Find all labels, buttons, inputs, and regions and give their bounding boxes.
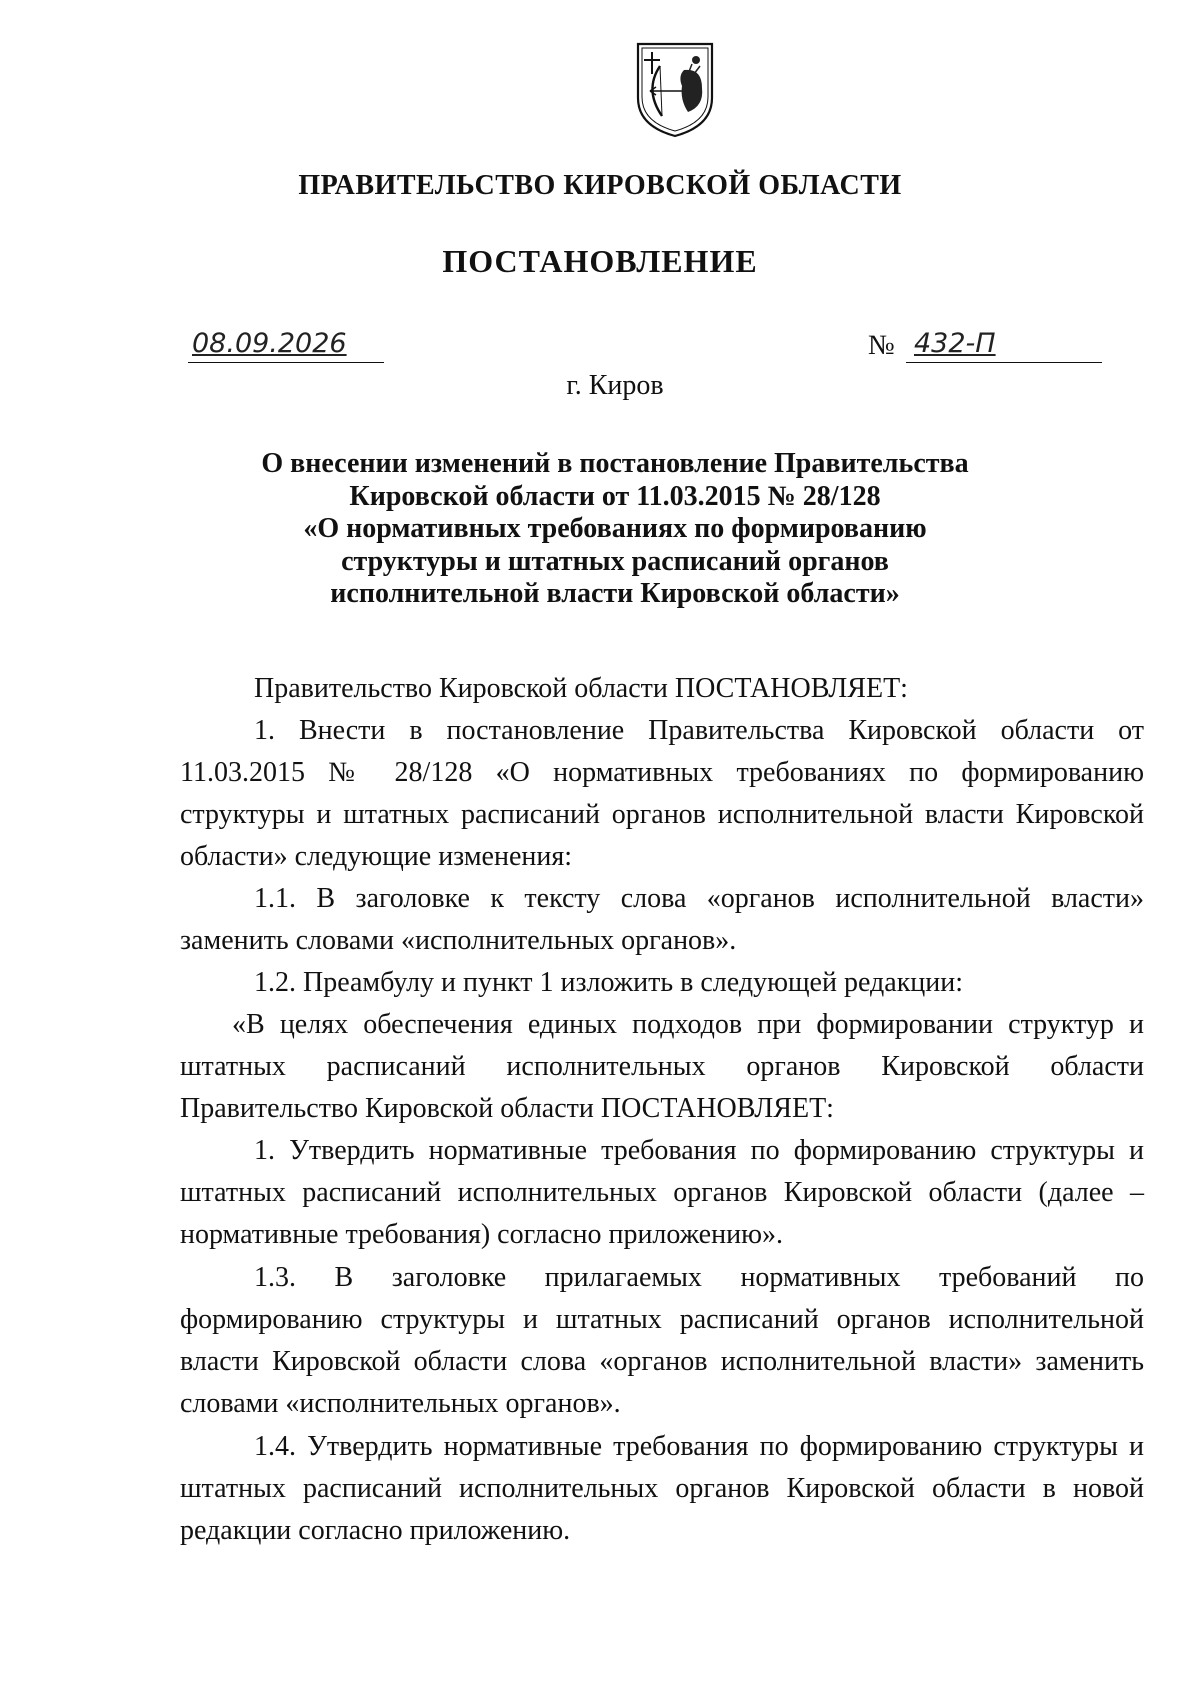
heading-line: Кировской области от 11.03.2015 № 28/128 [349, 480, 881, 512]
paragraph-item-1: 1. Внести в постановление Правительства Кировской области от 11.03.2015 № 28/128 «О нормативных требованиях по формированию структуры и штатных расписаний органов исполнительной власти Кировской области» следующие изменения: [180, 715, 1144, 872]
document-type-title: ПОСТАНОВЛЕНИЕ [442, 243, 758, 279]
paragraph-item-1-2: 1.2. Преамбулу и пункт 1 изложить в следующей редакции: [254, 967, 964, 998]
heading-line: О внесении изменений в постановление Правительства [261, 448, 969, 479]
document-date: 08.09.2026 [192, 328, 347, 359]
organization-title: ПРАВИТЕЛЬСТВО КИРОВСКОЙ ОБЛАСТИ [298, 170, 902, 201]
document-body [180, 668, 1144, 1552]
city-name: г. Киров [566, 370, 664, 401]
paragraph-preamble: Правительство Кировской области ПОСТАНОВЛЯЕТ: [254, 673, 908, 704]
heading-line: «О нормативных требованиях по формированию [303, 513, 927, 544]
paragraph-item-1-1: 1.1. В заголовке к тексту слова «органов исполнительной власти» заменить словами «исполнительных органов». [180, 883, 1144, 956]
kirov-coat-of-arms-icon [632, 40, 718, 140]
paragraph-item-1-3: 1.3. В заголовке прилагаемых нормативных требований по формированию структуры и штатных расписаний органов исполнительной власти Кировской области слова «органов исполнительной власти» заменить словами «исполнительных органов». [180, 1262, 1144, 1419]
heading-line: исполнительной власти Кировской области» [330, 578, 900, 609]
paragraph-quoted-item-1: 1. Утвердить нормативные требования по формированию структуры и штатных расписаний исполнительных органов Кировской области (далее – нормативные требования) согласно приложению». [180, 1135, 1144, 1250]
document-heading [0, 448, 1200, 611]
document-number-field [906, 328, 1102, 363]
paragraph-item-1-4: 1.4. Утвердить нормативные требования по формированию структуры и штатных расписаний исполнительных органов Кировской области в новой редакции согласно приложению. [180, 1431, 1144, 1546]
document-date-field [188, 328, 384, 363]
document-number: 432-П [914, 328, 996, 359]
paragraph-quoted-preamble: «В целях обеспечения единых подходов при формировании структур и штатных расписаний исполнительных органов Кировской области Правительство Кировской области ПОСТАНОВЛЯЕТ: [180, 1009, 1144, 1124]
heading-line: структуры и штатных расписаний органов [341, 545, 889, 577]
document-number-label: № [868, 330, 895, 361]
